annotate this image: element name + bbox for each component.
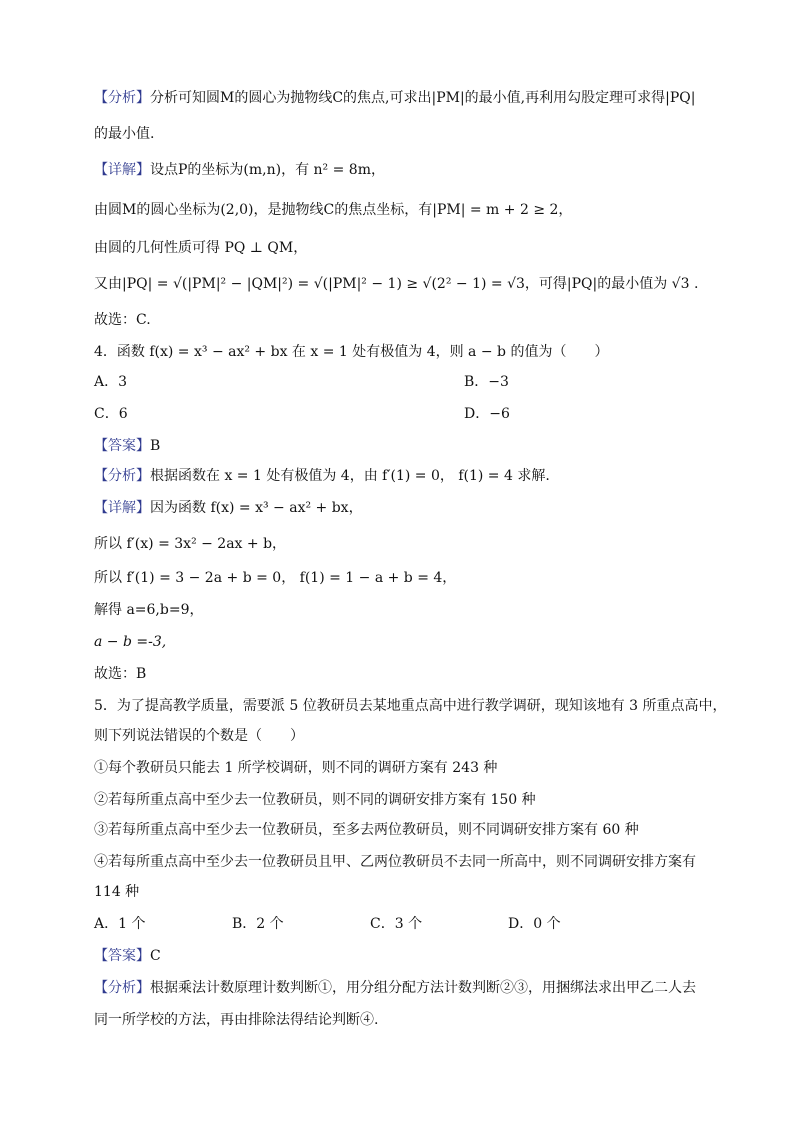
q5-statement-4-text-1: ④若每所重点高中至少去一位教研员且甲、乙两位教研员不去同一所高中，则不同调研安排方案有 [94, 854, 696, 870]
q5-option-c: C．3 个 [370, 916, 423, 932]
q4-detail-text-4: 解得 a=6,b=9， [94, 602, 204, 618]
q4-option-c: C．6 [94, 406, 128, 422]
q5-statement-1 [94, 758, 700, 778]
q3-analysis-line-1 [94, 88, 700, 108]
q4-stem-text: 4．函数 f(x) = x³ − ax² + bx 在 x = 1 处有极值为 4，则 a − b 的值为（ ） [94, 344, 609, 360]
detail-tag: 【详解】 [94, 162, 150, 178]
q4-choose: 故选：B [94, 666, 147, 682]
q3-analysis-line-2 [94, 124, 700, 144]
q5-answer: C [150, 948, 161, 964]
q5-options-row [94, 914, 700, 934]
q4-detail-text-5: a − b =-3, [94, 634, 167, 650]
q4-option-b: B．−3 [464, 374, 509, 390]
q3-detail-text-3: 由圆的几何性质可得 PQ ⊥ QM， [94, 240, 308, 256]
q5-statement-2 [94, 790, 700, 810]
detail-tag: 【详解】 [94, 500, 150, 516]
q5-statement-3-text: ③若每所重点高中至少去一位教研员，至多去两位教研员，则不同调研安排方案有 60 种 [94, 822, 639, 838]
q4-stem [94, 342, 700, 362]
analysis-tag: 【分析】 [94, 980, 150, 996]
q3-detail-line-4 [94, 274, 700, 294]
q3-detail-line-3 [94, 238, 700, 258]
q5-statement-4-text-2: 114 种 [94, 884, 140, 900]
q5-option-b: B．2 个 [232, 916, 284, 932]
q5-option-a: A．1 个 [94, 916, 146, 932]
q3-detail-text-4: 又由|PQ| = √(|PM|² − |QM|²) = √(|PM|² − 1) ≥ √(2² − 1) = √3，可得|PQ|的最小值为 √3 . [94, 276, 699, 292]
q4-options-row-1 [94, 372, 700, 392]
q4-detail-text-2: 所以 f′(x) = 3x² − 2ax + b， [94, 536, 287, 552]
q3-detail-line-1 [94, 160, 700, 180]
q3-detail-line-2 [94, 200, 700, 220]
q3-analysis-text-1: 分析可知圆M的圆心为抛物线C的焦点,可求出|PM|的最小值,再利用勾股定理可求得|PQ| [150, 90, 696, 106]
q3-choose: 故选：C. [94, 312, 151, 328]
q5-stem-text-1: 5．为了提高教学质量，需要派 5 位教研员去某地重点高中进行教学调研，现知该地有 3 所重点高中， [94, 698, 727, 714]
q4-analysis-text: 根据函数在 x = 1 处有极值为 4，由 f′(1) = 0， f(1) = 4 求解. [150, 468, 550, 484]
q4-option-d: D．−6 [464, 406, 510, 422]
q3-detail-text-2: 由圆M的圆心坐标为(2,0)，是抛物线C的焦点坐标，有|PM| = m + 2 ≥ 2， [94, 202, 573, 218]
q3-detail-text-1: 设点P的坐标为(m,n)，有 n² = 8m， [150, 162, 385, 178]
analysis-tag: 【分析】 [94, 468, 150, 484]
q5-analysis-text-2: 同一所学校的方法，再由排除法得结论判断④. [94, 1012, 379, 1028]
q4-detail-line-2 [94, 534, 700, 554]
q5-analysis-line-1 [94, 978, 700, 998]
answer-tag: 【答案】 [94, 438, 150, 454]
q3-choose-line [94, 310, 700, 330]
q4-answer-line [94, 436, 700, 456]
q5-statement-1-text: ①每个教研员只能去 1 所学校调研，则不同的调研方案有 243 种 [94, 760, 498, 776]
q4-options-row-2 [94, 404, 700, 424]
q5-stem-line-2 [94, 726, 700, 746]
q4-detail-line-3 [94, 568, 700, 588]
q4-choose-line [94, 664, 700, 684]
q3-analysis-text-2: 的最小值. [94, 126, 155, 142]
analysis-tag: 【分析】 [94, 90, 150, 106]
q5-analysis-text-1: 根据乘法计数原理计数判断①，用分组分配方法计数判断②③，用捆绑法求出甲乙二人去 [150, 980, 696, 996]
q4-answer: B [150, 438, 161, 454]
q4-analysis-line [94, 466, 700, 486]
q5-answer-line [94, 946, 700, 966]
q4-detail-line-5 [94, 632, 700, 652]
q4-detail-text-1: 因为函数 f(x) = x³ − ax² + bx， [150, 500, 363, 516]
q5-stem-line-1 [94, 696, 727, 716]
q4-detail-line-1 [94, 498, 700, 518]
q5-statement-3 [94, 820, 700, 840]
q4-detail-text-3: 所以 f′(1) = 3 − 2a + b = 0， f(1) = 1 − a + b = 4， [94, 570, 457, 586]
q4-option-a: A．3 [94, 374, 128, 390]
q5-statement-4-line-1 [94, 852, 700, 872]
q5-analysis-line-2 [94, 1010, 700, 1030]
q5-stem-text-2: 则下列说法错误的个数是（ ） [94, 728, 304, 744]
q5-statement-4-line-2 [94, 882, 700, 902]
q5-option-d: D．0 个 [508, 916, 561, 932]
answer-tag: 【答案】 [94, 948, 150, 964]
q5-statement-2-text: ②若每所重点高中至少去一位教研员，则不同的调研安排方案有 150 种 [94, 792, 536, 808]
q4-detail-line-4 [94, 600, 700, 620]
